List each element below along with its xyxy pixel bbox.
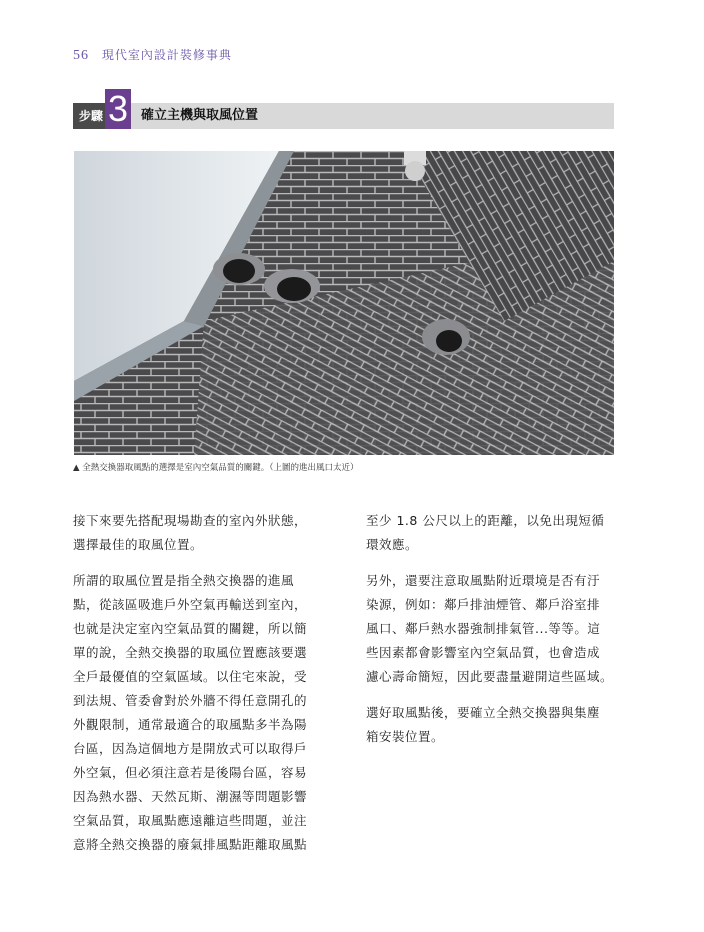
running-header: [73, 46, 232, 64]
ceiling-vent-photo: [74, 151, 614, 455]
page-number: 56: [73, 48, 89, 63]
body-paragraph: 接下來要先搭配現場勘查的室內外狀態， 選擇最佳的取風位置。: [73, 513, 308, 552]
body-column-left: [73, 509, 323, 869]
photo-caption: ▲ 全熱交換器取風點的選擇是室內空氣品質的關鍵。（上圖的進出風口太近）: [73, 463, 359, 473]
body-paragraph: 至少 1.8 公尺以上的距離，以免出現短循 環效應。: [366, 513, 605, 552]
body-paragraph: 選好取風點後，要確立全熱交換器與集塵 箱安裝位置。: [366, 705, 601, 744]
book-title: 現代室內設計裝修事典: [101, 48, 232, 62]
step-title: 確立主機與取風位置: [141, 108, 259, 123]
step-label: 步驟: [73, 103, 109, 129]
body-column-right: [366, 509, 616, 761]
photo-illustration: [74, 151, 614, 455]
step-heading-bar: [73, 88, 614, 129]
body-paragraph: 另外，還要注意取風點附近環境是否有汙 染源，例如：鄰戶排油煙管、鄰戶浴室排 風口、鄰戶熱水器強制排氣管...等等。這 些因素都會影響室內空氣品質，也會造成 濾心壽命簡短，因此要盡量避開這些區域。: [366, 573, 614, 684]
step-number: 3: [105, 89, 131, 129]
body-paragraph: 所謂的取風位置是指全熱交換器的進風 點，從該區吸進戶外空氣再輸送到室內， 也就是決定室內空氣品質的關鍵，所以簡 單的說，全熱交換器的取風位置應該要選 全戶最優值的空氣區域。以住宅來說，受 到法規、管委會對於外牆不得任意開孔的 外觀限制，通常最適合的取風點多半為陽 台區，因為這個地方是開放式可以取得戶 外空氣，但必須注意若是後陽台區，容易 因為熱水器、天然瓦斯、潮濕等問題影響 空氣品質，取風點應遠離這些問題，並注 意將全熱交換器的廢氣排風點距離取風點: [73, 573, 308, 852]
